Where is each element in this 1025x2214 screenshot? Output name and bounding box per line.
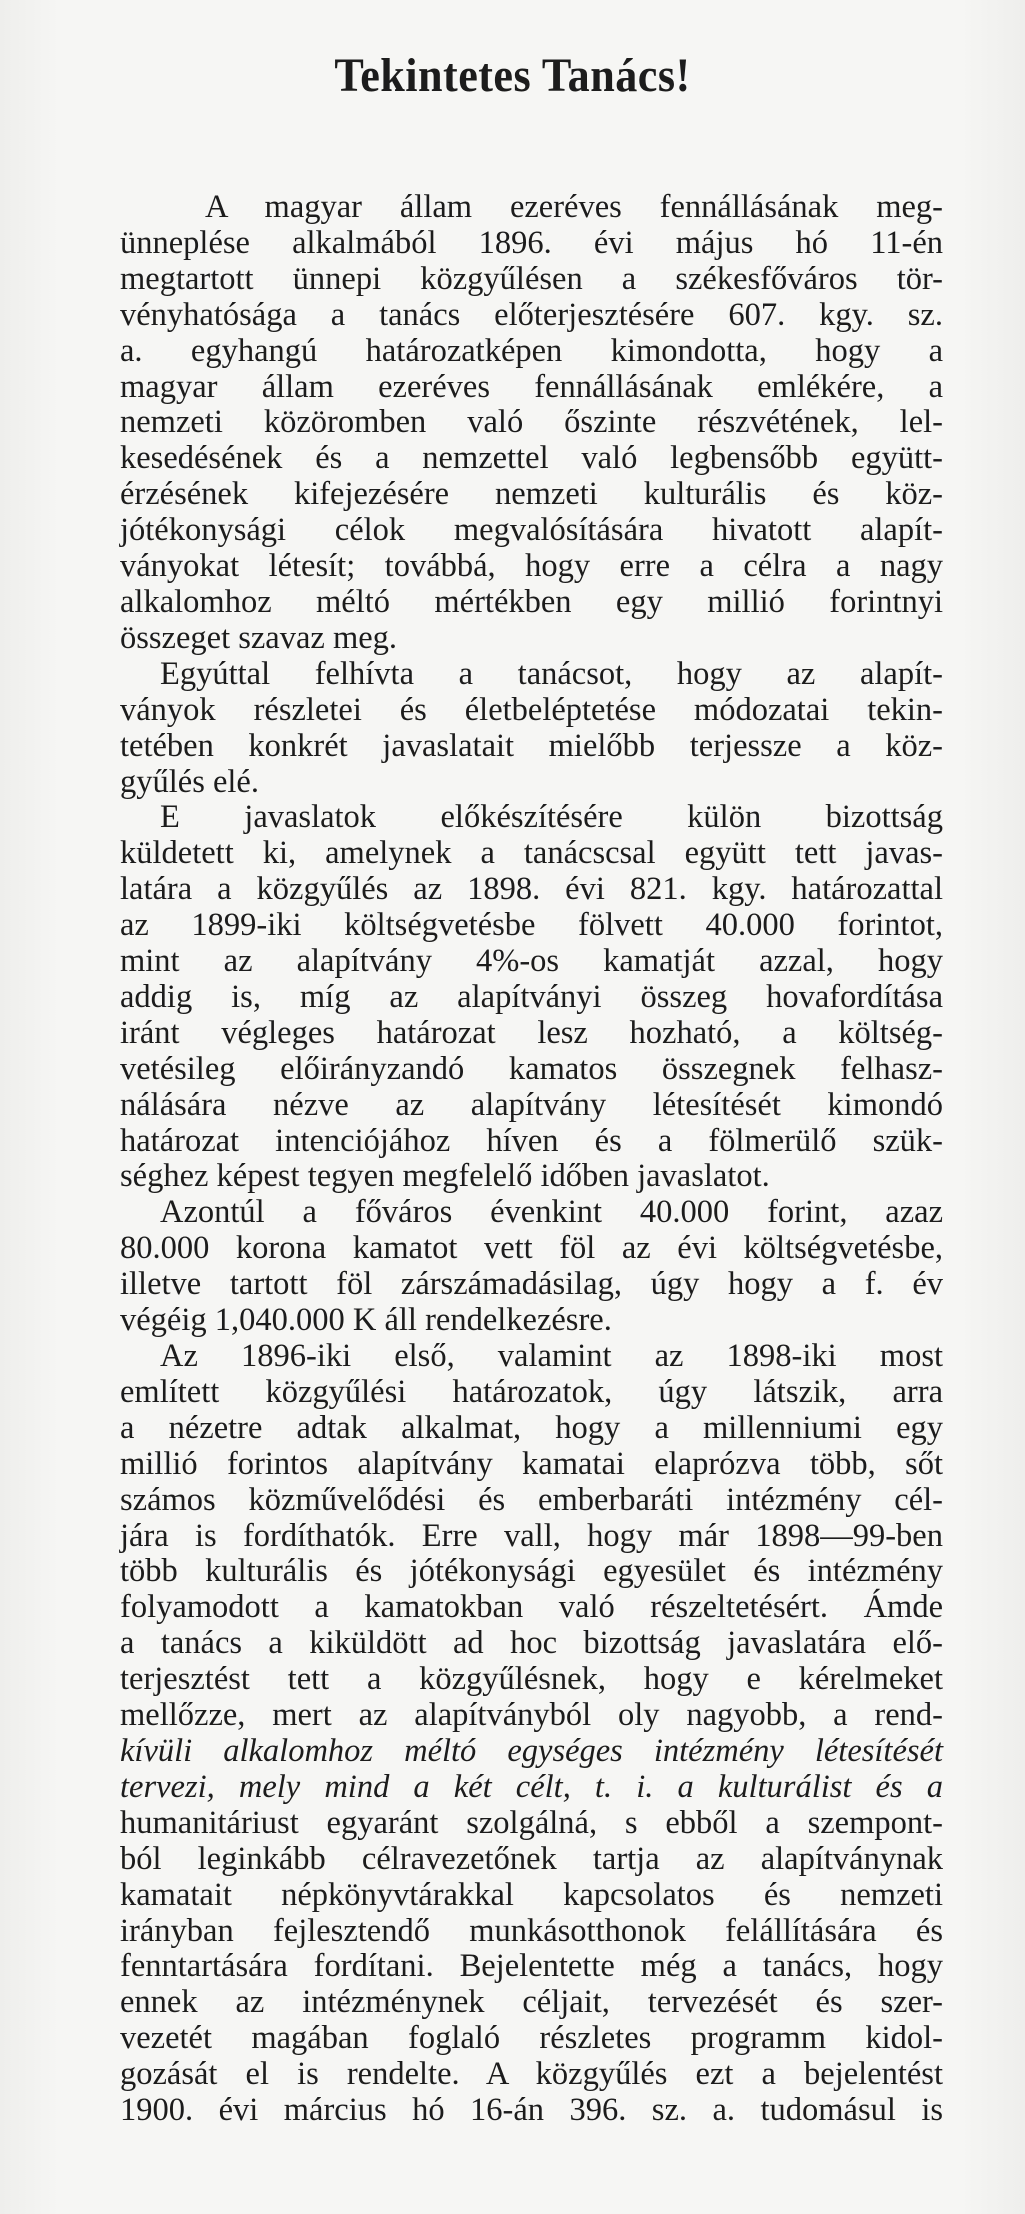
text-line: 1900. évi március hó 16-án 396. sz. a. tudomásul is — [120, 2092, 943, 2129]
text-line: terjesztést tett a közgyűlésnek, hogy e kérelmeket — [120, 1661, 943, 1698]
text-line: a nézetre adtak alkalmat, hogy a millenniumi egy — [120, 1409, 943, 1446]
text-line: számos közművelődési és emberbaráti intézmény cél- — [120, 1481, 943, 1518]
text-line: 80.000 korona kamatot vett föl az évi költségvetésbe, — [120, 1230, 943, 1267]
text-line: irányban fejlesztendő munkásotthonok felállítására és — [120, 1912, 943, 1949]
text-line: fenntartására fordítani. Bejelentette még a tanács, hogy — [120, 1948, 943, 1985]
text-line: folyamodott a kamatokban való részeltetésért. Ámde — [120, 1589, 943, 1626]
text-line: ványok részletei és életbeléptetése módozatai tekin- — [120, 691, 943, 728]
text-line: ennek az intézménynek céljait, tervezését és szer- — [120, 1984, 943, 2021]
text-line: nemzeti közöromben való őszinte részvétének, lel- — [120, 404, 943, 441]
text-line: mellőzze, mert az alapítványból oly nagyobb, a rend- — [120, 1697, 943, 1734]
text-line: tetében konkrét javaslatait mielőbb terjessze a köz- — [120, 727, 943, 764]
text-line: jára is fordíthatók. Erre vall, hogy már 1898—99-ben — [120, 1517, 943, 1554]
text-line: jótékonysági célok megvalósítására hivatott alapít- — [120, 512, 943, 549]
text-line: humanitáriust egyaránt szolgálná, s ebből a szempont- — [120, 1804, 943, 1841]
text-line: A magyar állam ezeréves fennállásának meg- — [205, 189, 943, 225]
body-text — [120, 190, 943, 2129]
text-line: kesedésének és a nemzettel való legbensőbb együtt- — [120, 440, 943, 477]
text-line: illetve tartott föl zárszámadásilag, úgy hogy a f. év — [120, 1266, 943, 1303]
text-line: E javaslatok előkészítésére külön bizottság — [160, 799, 943, 836]
text-line: összeget szavaz meg. — [120, 619, 398, 656]
text-line: kívüli alkalomhoz méltó egységes intézmény létesítését — [120, 1732, 943, 1769]
text-line: gyűlés elé. — [120, 763, 259, 800]
text-line: küldetett ki, amelynek a tanácscsal együtt tett javas- — [120, 835, 943, 872]
page-title: Tekintetes Tanács! — [334, 49, 691, 102]
text-line: a. egyhangú határozatképen kimondotta, hogy a — [120, 332, 943, 369]
text-line: Azontúl a főváros évenkint 40.000 forint, azaz — [160, 1194, 943, 1231]
text-line: a tanács a kiküldött ad hoc bizottság javaslatára elő- — [120, 1625, 943, 1662]
text-line: gozását el is rendelte. A közgyűlés ezt a bejelentést — [120, 2056, 943, 2093]
text-line: iránt végleges határozat lesz hozható, a költség- — [120, 1014, 943, 1051]
text-line: az 1899-iki költségvetésbe fölvett 40.000 forintot, — [120, 907, 943, 944]
text-line: vezetét magában foglaló részletes programm kidol- — [120, 2020, 943, 2057]
text-line: Egyúttal felhívta a tanácsot, hogy az alapít- — [160, 655, 943, 692]
text-line: említett közgyűlési határozatok, úgy látszik, arra — [120, 1373, 943, 1410]
text-line: addig is, míg az alapítványi összeg hovafordítása — [120, 978, 943, 1015]
text-line: nálására nézve az alapítvány létesítését kimondó — [120, 1086, 943, 1123]
text-line: több kulturális és jótékonysági egyesület és intézmény — [120, 1553, 943, 1590]
text-line: vényhatósága a tanács előterjesztésére 607. kgy. sz. — [120, 296, 943, 333]
text-line: Az 1896-iki első, valamint az 1898-iki most — [160, 1338, 943, 1374]
text-line: megtartott ünnepi közgyűlésen a székesfőváros tör- — [120, 260, 943, 297]
text-line: latára a közgyűlés az 1898. évi 821. kgy. határozattal — [120, 871, 943, 908]
text-line: magyar állam ezeréves fennállásának emlékére, a — [120, 368, 943, 405]
text-line: millió forintos alapítvány kamatai elaprózva több, sőt — [120, 1445, 943, 1482]
text-line: ványokat létesít; továbbá, hogy erre a célra a nagy — [120, 548, 943, 585]
text-line: érzésének kifejezésére nemzeti kulturális és köz- — [120, 476, 943, 513]
text-line: ból leginkább célravezetőnek tartja az alapítványnak — [120, 1840, 943, 1877]
text-line: kamatait népkönyvtárakkal kapcsolatos és nemzeti — [120, 1876, 943, 1913]
text-line: séghez képest tegyen megfelelő időben javaslatot. — [120, 1158, 770, 1195]
text-line: alkalomhoz méltó mértékben egy millió forintnyi — [120, 583, 943, 620]
text-line: vetésileg előirányzandó kamatos összegnek felhasz- — [120, 1050, 943, 1087]
text-line: határozat intenciójához híven és a fölmerülő szük- — [120, 1122, 943, 1159]
text-line: tervezi, mely mind a két célt, t. i. a kulturálist és a — [120, 1768, 943, 1805]
text-line: végéig 1,040.000 K áll rendelkezésre. — [120, 1302, 612, 1339]
text-line: mint az alapítvány 4%-os kamatját azzal, hogy — [120, 943, 943, 980]
text-line: ünneplése alkalmából 1896. évi május hó 11-én — [120, 224, 943, 261]
